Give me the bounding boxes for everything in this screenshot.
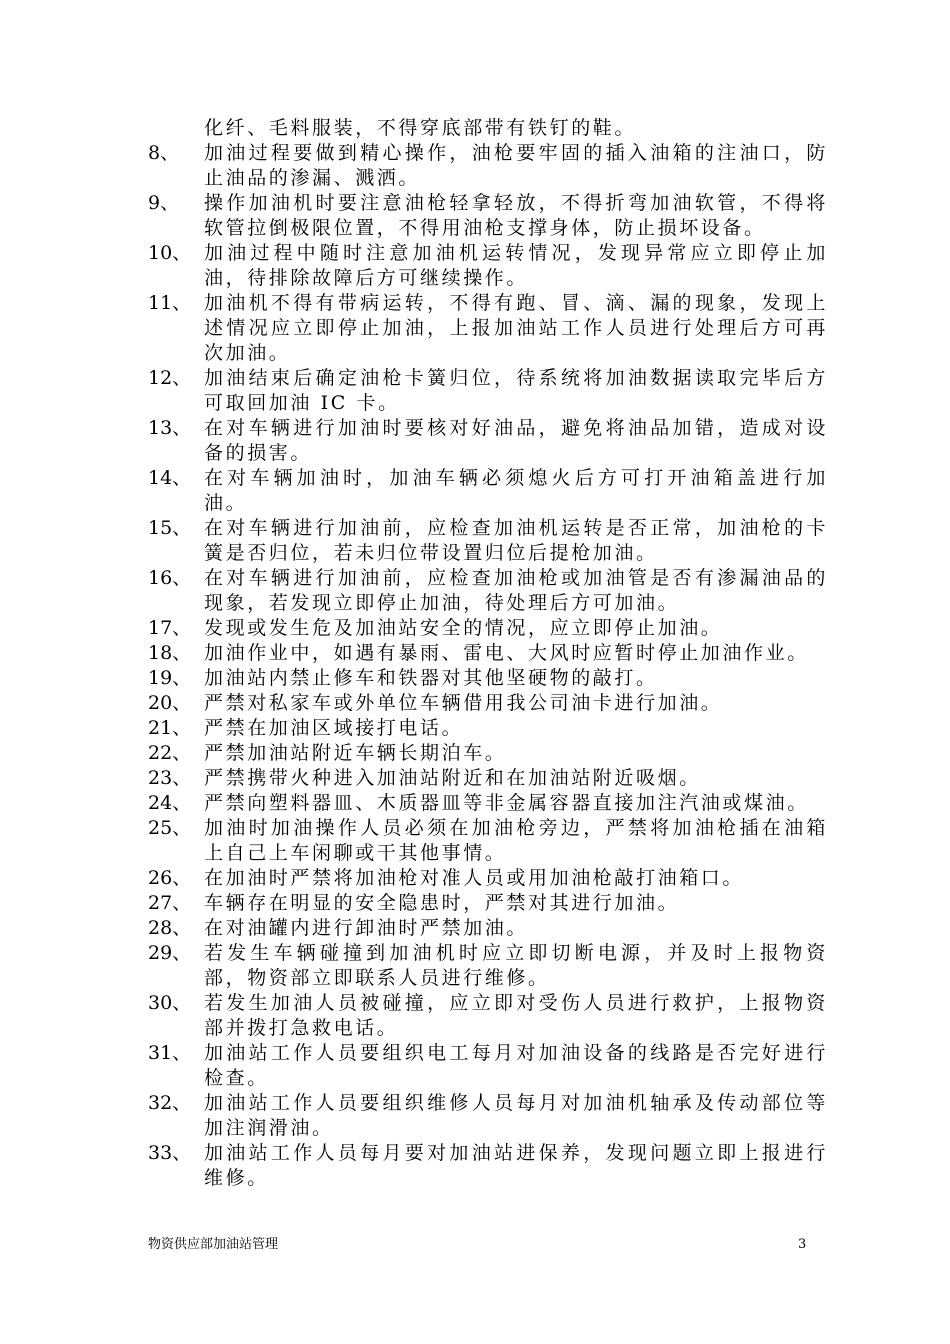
item-number: 28、 (148, 917, 192, 939)
list-item (148, 1041, 828, 1091)
list-item (148, 1141, 828, 1191)
item-text: 若发生车辆碰撞到加油机时应立即切断电源，并及时上报物资部，物资部立即联系人员进行维修。 (204, 942, 828, 989)
item-text: 在对车辆进行加油前，应检查加油机运转是否正常，加油枪的卡簧是否归位，若未归位带设置归位后提枪加油。 (204, 517, 828, 564)
item-text: 在加油时严禁将加油枪对准人员或用加油枪敲打油箱口。 (204, 867, 745, 889)
item-text: 在对车辆进行加油时要核对好油品，避免将油品加错，造成对设备的损害。 (204, 417, 828, 464)
item-text: 加油站工作人员要组织维修人员每月对加油机轴承及传动部位等加注润滑油。 (204, 1092, 828, 1139)
item-number: 10、 (148, 242, 192, 264)
list-item (148, 191, 828, 241)
list-item (148, 141, 828, 191)
item-number: 11、 (148, 292, 192, 314)
list-item (148, 691, 828, 716)
item-text: 加油过程中随时注意加油机运转情况，发现异常应立即停止加油，待排除故障后方可继续操作。 (204, 242, 828, 289)
continued-line: 化纤、毛料服装，不得穿底部带有铁钉的鞋。 (204, 117, 637, 139)
item-number: 13、 (148, 417, 192, 439)
rules-list (148, 116, 828, 1191)
item-number: 20、 (148, 692, 192, 714)
item-text: 在对油罐内进行卸油时严禁加油。 (204, 917, 529, 939)
item-text: 加油站工作人员要组织电工每月对加油设备的线路是否完好进行检查。 (204, 1042, 828, 1089)
list-item (148, 616, 828, 641)
item-text: 严禁携带火种进入加油站附近和在加油站附近吸烟。 (204, 767, 701, 789)
list-item (148, 891, 828, 916)
item-number: 21、 (148, 717, 192, 739)
list-item (148, 866, 828, 891)
page-number: 3 (798, 1237, 807, 1252)
list-item (148, 666, 828, 691)
item-number: 32、 (148, 1092, 192, 1114)
item-number: 18、 (148, 642, 192, 664)
item-number: 26、 (148, 867, 192, 889)
item-number: 12、 (148, 367, 192, 389)
list-item (148, 791, 828, 816)
item-text: 在对车辆加油时，加油车辆必须熄火后方可打开油箱盖进行加油。 (204, 467, 828, 514)
item-text: 加油机不得有带病运转，不得有跑、冒、滴、漏的现象，发现上述情况应立即停止加油，上报加油站工作人员进行处理后方可再次加油。 (204, 292, 828, 364)
item-text: 加油站内禁止修车和铁器对其他坚硬物的敲打。 (204, 667, 658, 689)
item-number: 25、 (148, 817, 192, 839)
item-number: 9、 (148, 192, 180, 214)
item-number: 27、 (148, 892, 192, 914)
list-item (148, 766, 828, 791)
item-number: 33、 (148, 1142, 192, 1164)
item-number: 15、 (148, 517, 192, 539)
list-item (148, 716, 828, 741)
list-item (148, 916, 828, 941)
item-text: 发现或发生危及加油站安全的情况，应立即停止加油。 (204, 617, 723, 639)
item-number: 24、 (148, 792, 192, 814)
item-text: 加油时加油操作人员必须在加油枪旁边，严禁将加油枪插在油箱上自己上车闲聊或干其他事情。 (204, 817, 828, 864)
item-number: 31、 (148, 1042, 192, 1064)
list-item (148, 566, 828, 616)
item-text: 车辆存在明显的安全隐患时，严禁对其进行加油。 (204, 892, 680, 914)
list-item (148, 291, 828, 366)
list-item (148, 516, 828, 566)
item-text: 严禁向塑料器皿、木质器皿等非金属容器直接加注汽油或煤油。 (204, 792, 809, 814)
list-item (148, 641, 828, 666)
item-number: 22、 (148, 742, 192, 764)
item-text: 严禁对私家车或外单位车辆借用我公司油卡进行加油。 (204, 692, 723, 714)
list-item (148, 416, 828, 466)
list-item (148, 816, 828, 866)
item-text: 严禁在加油区域接打电话。 (204, 717, 464, 739)
list-item (148, 741, 828, 766)
item-number: 19、 (148, 667, 192, 689)
list-item (148, 466, 828, 516)
item-number: 16、 (148, 567, 192, 589)
item-number: 30、 (148, 992, 192, 1014)
item-text: 若发生加油人员被碰撞，应立即对受伤人员进行救护，上报物资部并拨打急救电话。 (204, 992, 828, 1039)
item-text: 严禁加油站附近车辆长期泊车。 (204, 742, 507, 764)
item-number: 14、 (148, 467, 192, 489)
item-number: 8、 (148, 142, 180, 164)
list-item (148, 241, 828, 291)
list-item (148, 991, 828, 1041)
item-text: 加油结束后确定油枪卡簧归位，待系统将加油数据读取完毕后方可取回加油 IC 卡。 (204, 367, 828, 414)
item-number: 29、 (148, 942, 192, 964)
footer-title: 物资供应部加油站管理 (148, 1237, 279, 1252)
list-item (148, 1091, 828, 1141)
item-text: 加油作业中，如遇有暴雨、雷电、大风时应暂时停止加油作业。 (204, 642, 809, 664)
item-text: 在对车辆进行加油前，应检查加油枪或加油管是否有渗漏油品的现象，若发现立即停止加油，待处理后方可加油。 (204, 567, 828, 614)
list-item (148, 366, 828, 416)
item-text: 操作加油机时要注意油枪轻拿轻放，不得折弯加油软管，不得将软管拉倒极限位置，不得用油枪支撑身体，防止损坏设备。 (204, 192, 828, 239)
item-number: 23、 (148, 767, 192, 789)
item-text: 加油站工作人员每月要对加油站进保养，发现问题立即上报进行维修。 (204, 1142, 828, 1189)
item-text: 加油过程要做到精心操作，油枪要牢固的插入油箱的注油口，防止油品的渗漏、溅洒。 (204, 142, 828, 189)
item-number: 17、 (148, 617, 192, 639)
list-item (148, 941, 828, 991)
